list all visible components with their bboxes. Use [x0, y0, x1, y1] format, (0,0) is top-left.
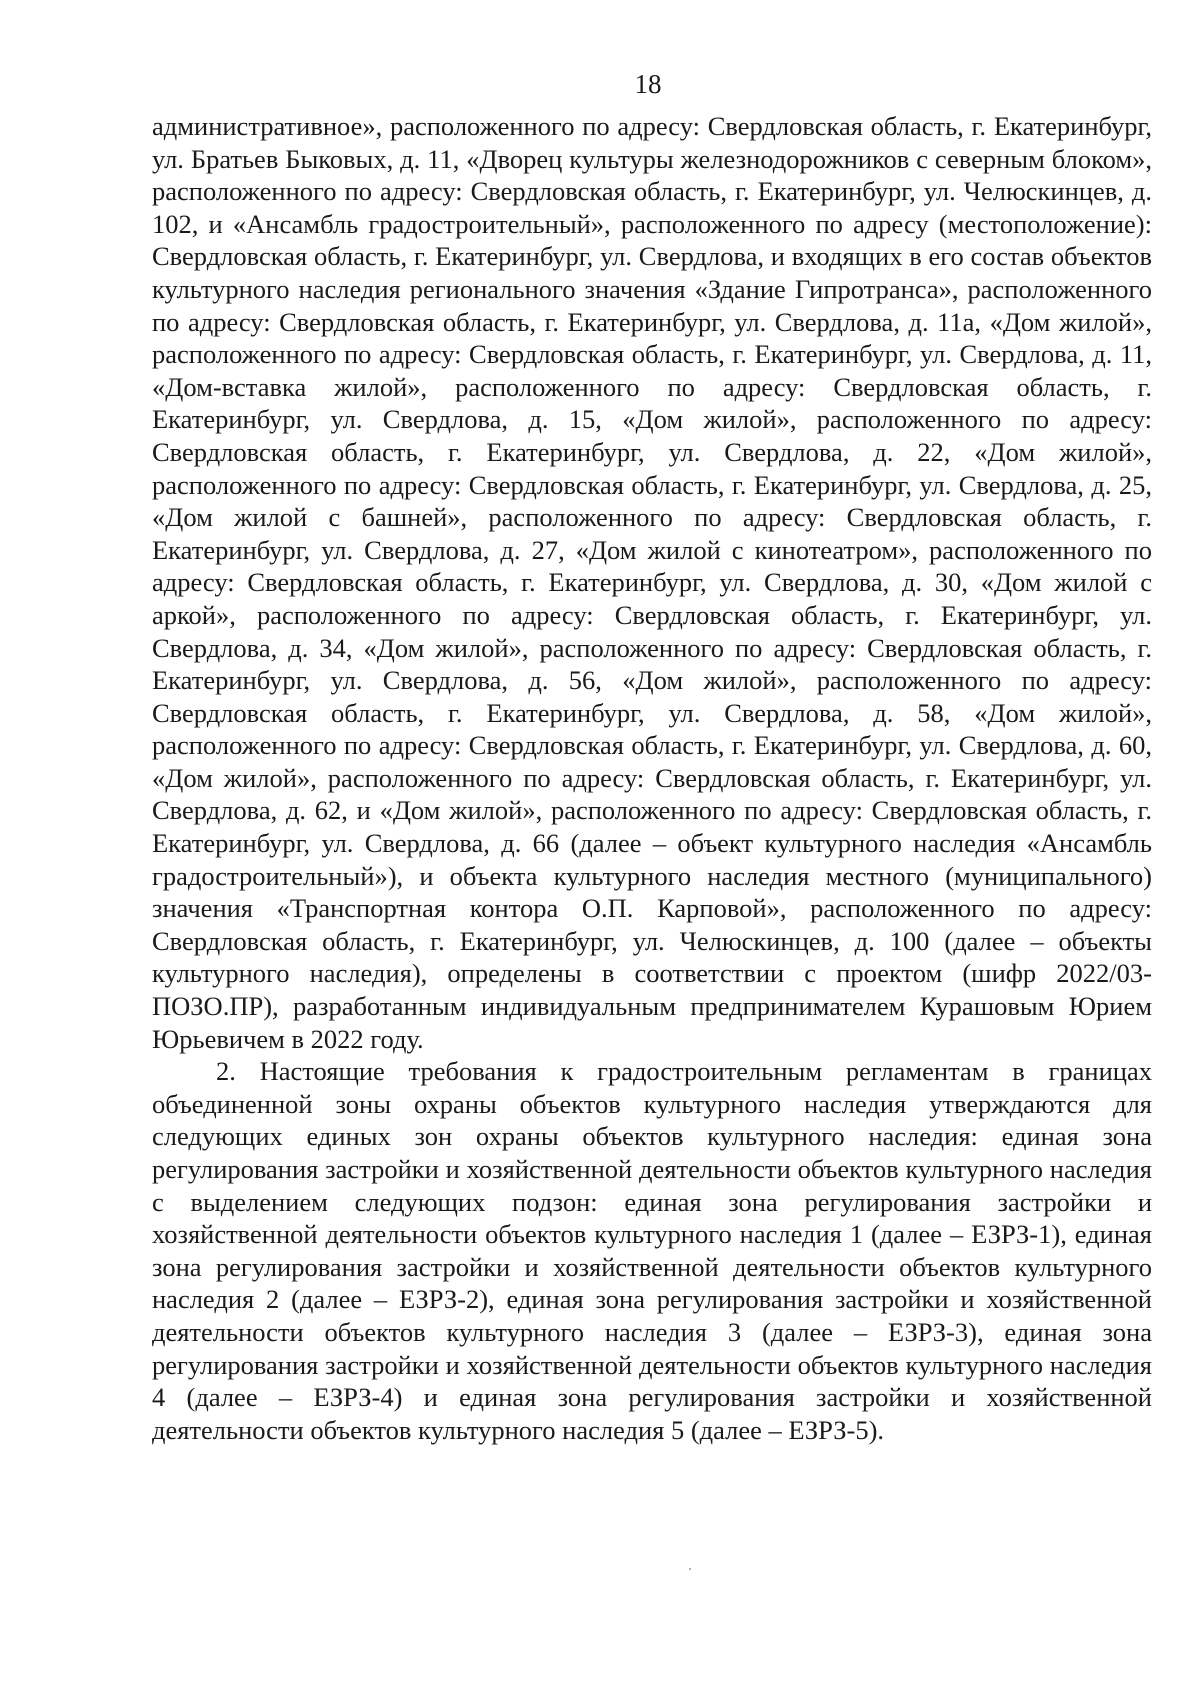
scan-speck: [689, 1568, 691, 1570]
page-number: 18: [634, 69, 662, 99]
document-body: [152, 110, 1152, 1446]
paragraph-continued: административное», расположенного по адресу: Свердловская область, г. Екатеринбург, ул. Братьев Быковых, д. 11, «Дворец культуры железнодорожников с северным блоком», расположенного по адресу: Свердловская область, г. Екатеринбург, ул. Челюскинцев, д. 102, и «Ансамбль градостроительный», расположенного по адресу (местоположение): Свердловская область, г. Екатеринбург, ул. Свердлова, и входящих в его состав объектов культурного наследия регионального значения «Здание Гипротранса», расположенного по адресу: Свердловская область, г. Екатеринбург, ул. Свердлова, д. 11а, «Дом жилой», расположенного по адресу: Свердловская область, г. Екатеринбург, ул. Свердлова, д. 11, «Дом-вставка жилой», расположенного по адресу: Свердловская область, г. Екатеринбург, ул. Свердлова, д. 15, «Дом жилой», расположенного по адресу: Свердловская область, г. Екатеринбург, ул. Свердлова, д. 22, «Дом жилой», расположенного по адресу: Свердловская область, г. Екатеринбург, ул. Свердлова, д. 25, «Дом жилой с башней», расположенного по адресу: Свердловская область, г. Екатеринбург, ул. Свердлова, д. 27, «Дом жилой с кинотеатром», расположенного по адресу: Свердловская область, г. Екатеринбург, ул. Свердлова, д. 30, «Дом жилой с аркой», расположенного по адресу: Свердловская область, г. Екатеринбург, ул. Свердлова, д. 34, «Дом жилой», расположенного по адресу: Свердловская область, г. Екатеринбург, ул. Свердлова, д. 56, «Дом жилой», расположенного по адресу: Свердловская область, г. Екатеринбург, ул. Свердлова, д. 58, «Дом жилой», расположенного по адресу: Свердловская область, г. Екатеринбург, ул. Свердлова, д. 60, «Дом жилой», расположенного по адресу: Свердловская область, г. Екатеринбург, ул. Свердлова, д. 62, и «Дом жилой», расположенного по адресу: Свердловская область, г. Екатеринбург, ул. Свердлова, д. 66 (далее – объект культурного наследия «Ансамбль градостроительный»), и объекта культурного наследия местного (муниципального) значения «Транспортная контора О.П. Карповой», расположенного по адресу: Свердловская область, г. Екатеринбург, ул. Челюскинцев, д. 100 (далее – объекты культурного наследия), определены в соответствии с проектом (шифр 2022/03-ПОЗО.ПР), разработанным индивидуальным предпринимателем Курашовым Юрием Юрьевичем в 2022 году.: [152, 111, 1152, 1054]
paragraph-item-2: 2. Настоящие требования к градостроительным регламентам в границах объединенной зоны охраны объектов культурного наследия утверждаются для следующих единых зон охраны объектов культурного наследия: единая зона регулирования застройки и хозяйственной деятельности объектов культурного наследия с выделением следующих подзон: единая зона регулирования застройки и хозяйственной деятельности объектов культурного наследия 1 (далее – ЕЗРЗ-1), единая зона регулирования застройки и хозяйственной деятельности объектов культурного наследия 2 (далее – ЕЗРЗ-2), единая зона регулирования застройки и хозяйственной деятельности объектов культурного наследия 3 (далее – ЕЗРЗ-3), единая зона регулирования застройки и хозяйственной деятельности объектов культурного наследия 4 (далее – ЕЗРЗ-4) и единая зона регулирования застройки и хозяйственной деятельности объектов культурного наследия 5 (далее – ЕЗРЗ-5).: [152, 1056, 1152, 1445]
